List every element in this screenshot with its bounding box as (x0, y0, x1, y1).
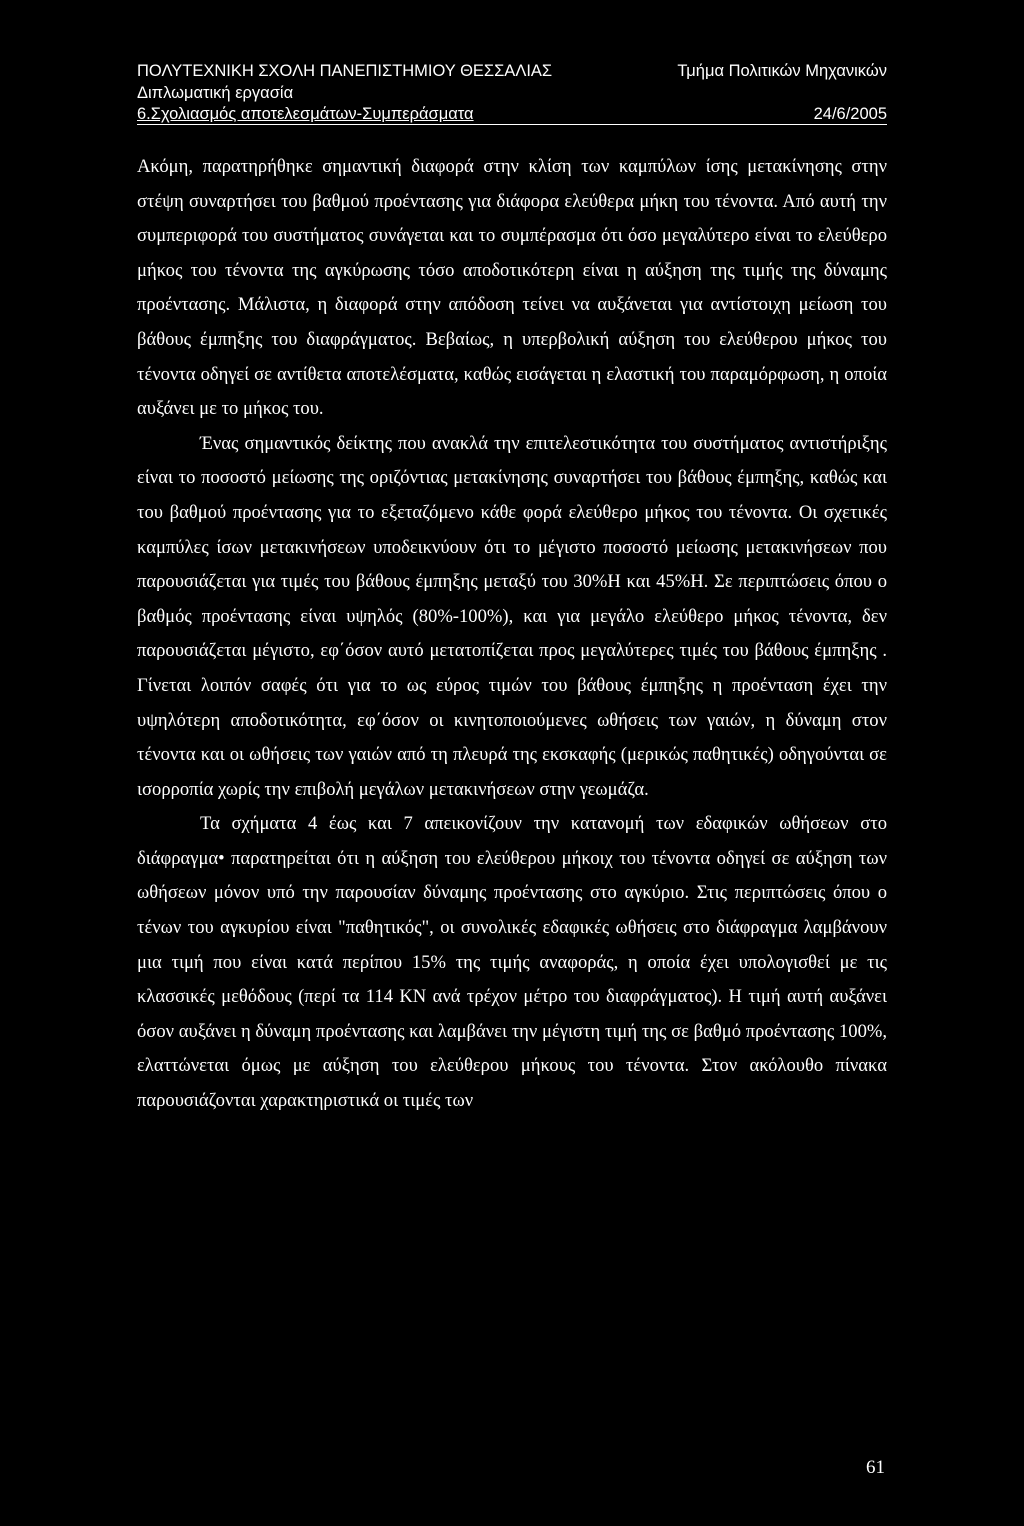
header-row-2 (137, 82, 887, 104)
header-doc-type: Διπλωματική εργασία (137, 84, 294, 102)
paragraph-2: Ένας σημαντικός δείκτης που ανακλά την επιτελεστικότητα του συστήματος αντιστήριξης είναι το ποσοστό μείωσης της οριζόντιας μετακίνησης συναρτήσει του βάθους έμπηξης, καθώς και του βαθμού προέντασης για το εξεταζόμενο κάθε φορά ελεύθερο μήκος του τένοντα. Οι σχετικές καμπύλες ίσων μετακινήσεων υποδεικνύουν ότι το μέγιστο ποσοστό μείωσης μετακινήσεων που παρουσιάζεται για τιμές του βάθους έμπηξης μεταξύ του 30%Η και 45%Η. Σε περιπτώσεις όπου ο βαθμός προέντασης είναι υψηλός (80%-100%), και για μεγάλο ελεύθερο μήκος τένοντα, δεν παρουσιάζεται μέγιστο, εφ΄όσον αυτό μετατοπίζεται προς μεγαλύτερες τιμές του βάθους έμπηξης . Γίνεται λοιπόν σαφές ότι για το ως εύρος τιμών του βάθους έμπηξης η προένταση έχει την υψηλότερη αποδοτικότητα, εφ΄όσον οι κινητοποιούμενες ωθήσεις των γαιών, η δύναμη στον τένοντα και οι ωθήσεις των γαιών από τη πλευρά της εκσκαφής (μερικώς παθητικές) οδηγούνται σε ισορροπία χωρίς την επιβολή μεγάλων μετακινήσεων στην γεωμάζα. (137, 432, 887, 800)
header-chapter: 6.Σχολιασμός αποτελεσμάτων-Συμπεράσματα (137, 105, 474, 123)
header-date: 24/6/2005 (813, 105, 887, 123)
paragraph-3: Τα σχήματα 4 έως και 7 απεικονίζουν την κατανομή των εδαφικών ωθήσεων στο διάφραγμα• παρατηρείται ότι η αύξηση του ελεύθερου μήκοιχ του τένοντα οδηγεί σε αύξηση των ωθήσεων μόνον υπό την παρουσίαν δύναμης προέντασης στο αγκύριο. Στις περιπτώσεις όπου ο τένων του αγκυρίου είναι "παθητικός", οι συνολικές εδαφικές ωθήσεις στο διάφραγμα λαμβάνουν μια τιμή που είναι κατά περίπου 15% της τιμής αναφοράς, η οποία έχει υπολογισθεί με τις κλασσικές μεθόδους (περί τα 114 ΚΝ ανά τρέχον μέτρο του διαφράγματος). Η τιμή αυτή αυξάνει όσον αυξάνει η δύναμη προέντασης και λαμβάνει την μέγιστη τιμή της σε βαθμό προέντασης 100%, ελαττώνεται όμως με αύξηση του ελεύθερου μήκους του τένοντα. Στον ακόλουθο πίνακα παρουσιάζονται χαρακτηριστικά οι τιμές των (137, 813, 887, 1112)
page-number: 61 (866, 1457, 885, 1478)
paragraph-1: Ακόμη, παρατηρήθηκε σημαντική διαφορά στην κλίση των καμπύλων ίσης μετακίνησης στην στέψη συναρτήσει του βαθμού προέντασης για διάφορα ελεύθερα μήκη του τένοντα. Από αυτή την συμπεριφορά του συστήματος συνάγεται και το συμπέρασμα ότι όσο μεγαλύτερο είναι το ελεύθερο μήκος του τένοντα της αγκύρωσης τόσο αποδοτικότερη είναι η αύξηση της τιμής της δύναμης προέντασης. Μάλιστα, η διαφορά στην απόδοση τείνει να αυξάνεται για αντίστοιχη μείωση του βάθους έμπηξης του διαφράγματος. Βεβαίως, η υπερβολική αύξηση του ελεύθερου μήκος του τένοντα οδηγεί σε αντίθετα αποτελέσματα, καθώς εισάγεται η ελαστική του παραμόρφωση, η οποία αυξάνει με το μήκος του. (137, 156, 887, 420)
body-text (137, 150, 887, 1119)
header-department: Τμήμα Πολιτικών Μηχανικών (677, 62, 887, 80)
header-university: ΠΟΛΥΤΕΧΝΙΚΗ ΣΧΟΛΗ ΠΑΝΕΠΙΣΤΗΜΙΟΥ ΘΕΣΣΑΛΙΑΣ (137, 62, 553, 80)
page-header (137, 60, 887, 125)
header-row-1 (137, 60, 887, 82)
header-row-3 (137, 104, 887, 125)
